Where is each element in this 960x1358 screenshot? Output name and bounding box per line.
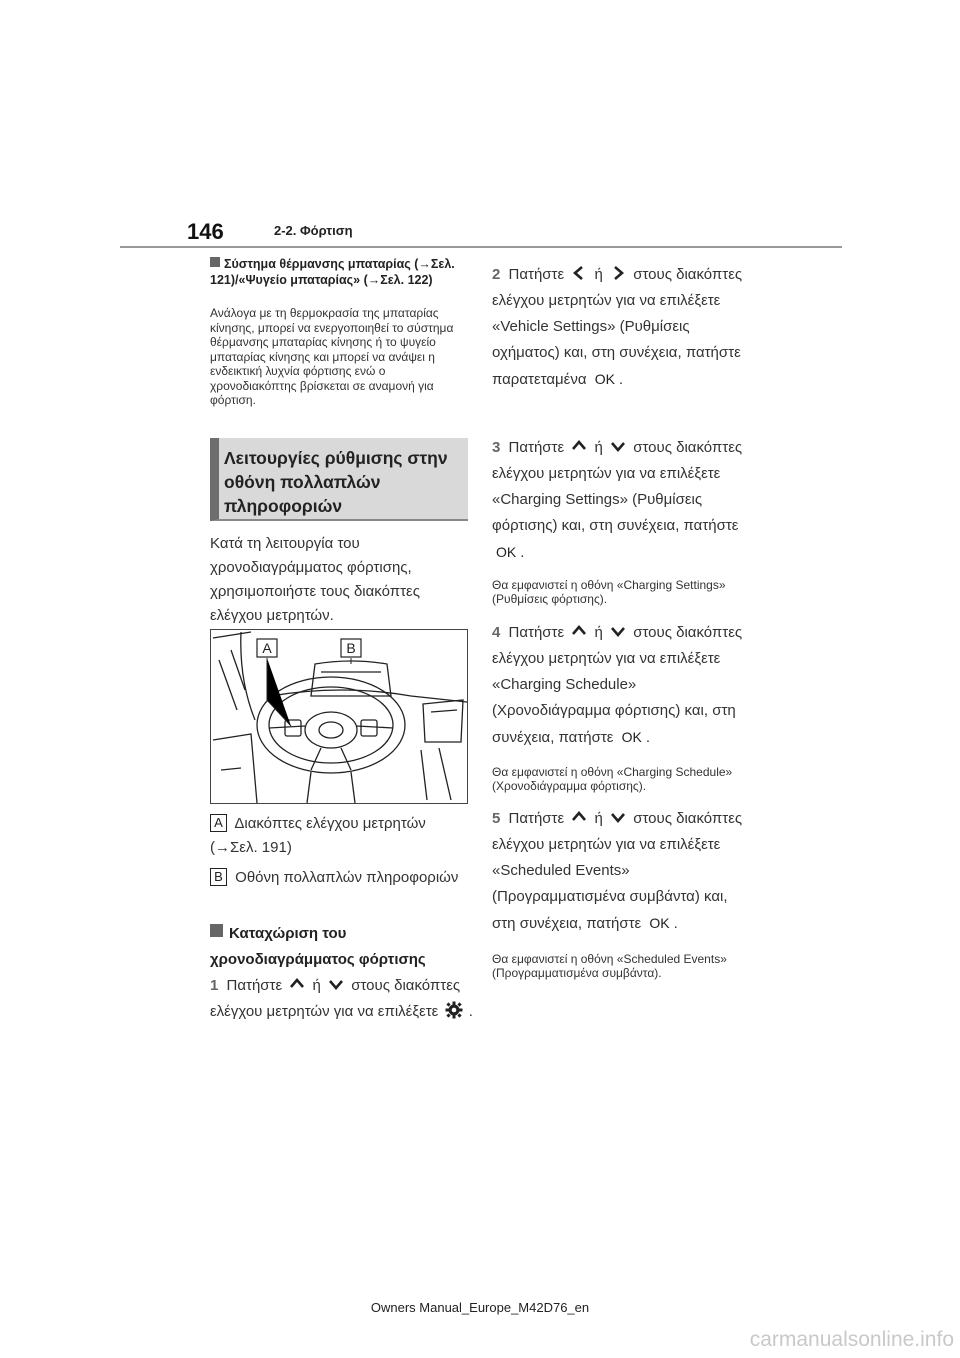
footer-text: Owners Manual_Europe_M42D76_en — [370, 1300, 590, 1315]
subsection-title: Καταχώριση του χρονοδιαγράμματος φόρτισης — [210, 925, 426, 968]
step-4: 4 Πατήστε ή στους διακόπτες ελέγχου μετρητών για να επιλέξετε «Charging Schedule» (Χρονοδιάγραμμα φόρτισης) και, στη συνέχεια, πατήστε OK . — [492, 620, 754, 751]
chevron-down-icon — [327, 975, 345, 993]
legend-item-a: A Διακόπτες ελέγχου μετρητών (→Σελ. 191) — [210, 815, 426, 856]
step-2: 2 Πατήστε ή στους διακόπτες ελέγχου μετρητών για να επιλέξετε «Vehicle Settings» (Ρυθμίσεις οχήματος) και, στη συνέχεια, πατήστε παρατεταμένα OK . — [492, 262, 754, 393]
ok-button-icon: OK — [496, 544, 517, 560]
ok-button-icon: OK — [594, 371, 615, 387]
step-3-note: Θα εμφανιστεί η οθόνη «Charging Settings» (Ρυθμίσεις φόρτισης). — [492, 578, 726, 606]
section-title: Λειτουργίες ρύθμισης στην οθόνη πολλαπλών πληροφοριών — [224, 448, 448, 516]
bullet-square-icon — [210, 924, 223, 937]
steering-wheel-illustration — [211, 630, 467, 803]
battery-heating-body: Ανάλογα με τη θερμοκρασία της μπαταρίας κίνησης, μπορεί να ενεργοποιηθεί το σύστημα θέρμανσης μπαταρίας κίνησης ή το ψυγείο μπαταρίας κίνησης και μπορεί να ανάψει η ενδεικτική λυχνία φόρτισης ενώ ο χρονοδιακόπτης βρίσκεται σε αναμονή για φόρτιση. — [210, 306, 454, 407]
chevron-up-icon — [288, 975, 306, 993]
battery-heating-title: Σύστημα θέρμανσης μπαταρίας (→Σελ. 121)/«Ψυγείο μπαταρίας» (→Σελ. 122) — [210, 257, 455, 287]
legend-item-b: B Οθόνη πολλαπλών πληροφοριών — [210, 866, 475, 890]
legend-badge-b: B — [210, 868, 227, 886]
page-number: 146 — [187, 219, 224, 244]
step-3: 3 Πατήστε ή στους διακόπτες ελέγχου μετρητών για να επιλέξετε «Charging Settings» (Ρυθμίσεις φόρτισης) και, στη συνέχεια, πατήστε OK . — [492, 435, 754, 566]
gear-icon — [445, 1001, 463, 1019]
header-rule — [120, 246, 842, 248]
chevron-up-icon — [570, 437, 588, 455]
chevron-down-icon — [609, 622, 627, 640]
ok-button-icon: OK — [621, 729, 642, 745]
step-1: 1 Πατήστε ή στους διακόπτες ελέγχου μετρητών για να επιλέξετε . — [210, 977, 473, 1020]
section-intro: Κατά τη λειτουργία του χρονοδιαγράμματος φόρτισης, χρησιμοποιήστε τους διακόπτες ελέγχου μετρητών. — [210, 535, 420, 624]
dashboard-illustration — [210, 629, 468, 804]
chapter-title: 2-2. Φόρτιση — [274, 223, 353, 238]
chevron-up-icon — [570, 622, 588, 640]
step-4-note: Θα εμφανιστεί η οθόνη «Charging Schedule» (Χρονοδιάγραμμα φόρτισης). — [492, 765, 733, 793]
step-5-note: Θα εμφανιστεί η οθόνη «Scheduled Events» (Προγραμματισμένα συμβάντα). — [492, 952, 727, 980]
legend-badge-a: A — [210, 814, 227, 832]
bullet-square-icon — [210, 257, 220, 267]
chevron-left-icon — [570, 264, 588, 282]
chevron-right-icon — [609, 264, 627, 282]
step-5: 5 Πατήστε ή στους διακόπτες ελέγχου μετρητών για να επιλέξετε «Scheduled Events» (Προγραμματισμένα συμβάντα) και, στη συνέχεια, πατήστε OK . — [492, 806, 754, 937]
callout-b-label: B — [346, 640, 356, 656]
chevron-up-icon — [570, 808, 588, 826]
chevron-down-icon — [609, 437, 627, 455]
watermark: carmanualsonline.info — [749, 1328, 954, 1351]
callout-a-label: A — [262, 640, 272, 656]
chevron-down-icon — [609, 808, 627, 826]
ok-button-icon: OK — [649, 915, 670, 931]
